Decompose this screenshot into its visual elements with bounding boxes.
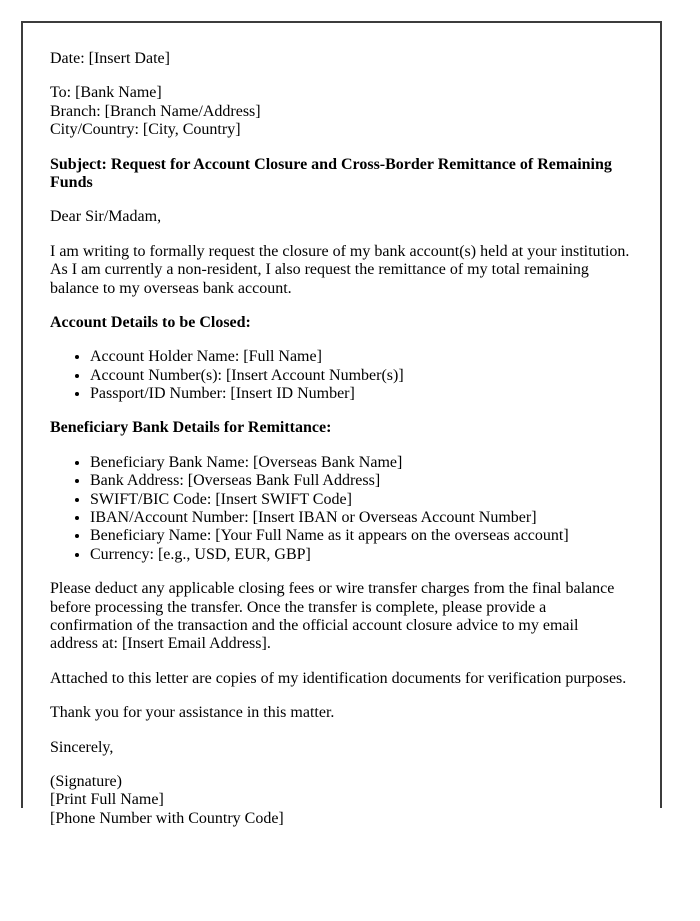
list-item: • Passport/ID Number: [Insert ID Number]: [90, 385, 630, 403]
recipient-block: [50, 84, 630, 139]
closing: Sincerely,: [50, 738, 114, 756]
print-name-placeholder: [Print Full Name]: [50, 791, 164, 809]
list-item: • Account Number(s): [Insert Account Number(s)]: [90, 367, 630, 385]
list-item: • Beneficiary Bank Name: [Overseas Bank Name]: [90, 454, 630, 472]
intro-paragraph: I am writing to formally request the closure of my bank account(s) held at your institution. As I am currently a non-resident, I also request the remittance of my total remaining balance to my overseas bank account.: [50, 242, 630, 297]
recipient-branch-line: Branch: [Branch Name/Address]: [50, 102, 261, 120]
letter-document: [21, 21, 662, 827]
list-item: • IBAN/Account Number: [Insert IBAN or Overseas Account Number]: [90, 509, 630, 527]
beneficiary-details-list: [50, 454, 630, 564]
signature-placeholder: (Signature): [50, 772, 122, 790]
list-item: • Bank Address: [Overseas Bank Full Address]: [90, 472, 630, 490]
thanks-paragraph: Thank you for your assistance in this matter.: [50, 704, 335, 722]
list-item: • Account Holder Name: [Full Name]: [90, 348, 630, 366]
fees-paragraph: Please deduct any applicable closing fees or wire transfer charges from the final balance before processing the transfer. Once the transfer is complete, please provide a confirmation of the transaction and the official account closure advice to my email address at: [Insert Email Address].: [50, 580, 615, 653]
signature-block: [50, 773, 630, 828]
beneficiary-details-heading: Beneficiary Bank Details for Remittance:: [50, 419, 332, 437]
salutation: Dear Sir/Madam,: [50, 208, 162, 226]
list-item: • SWIFT/BIC Code: [Insert SWIFT Code]: [90, 491, 630, 509]
attachment-paragraph: Attached to this letter are copies of my identification documents for verification purposes.: [50, 669, 627, 687]
list-item: • Beneficiary Name: [Your Full Name as it appears on the overseas account]: [90, 527, 630, 545]
phone-placeholder: [Phone Number with Country Code]: [50, 809, 284, 827]
list-item: • Currency: [e.g., USD, EUR, GBP]: [90, 546, 630, 564]
subject-line: Subject: Request for Account Closure and Cross-Border Remittance of Remaining Funds: [50, 155, 612, 191]
account-details-list: [50, 348, 630, 403]
recipient-to-line: To: [Bank Name]: [50, 84, 162, 102]
recipient-city-line: City/Country: [City, Country]: [50, 121, 241, 139]
date-line: Date: [Insert Date]: [50, 50, 170, 67]
account-details-heading: Account Details to be Closed:: [50, 313, 251, 331]
